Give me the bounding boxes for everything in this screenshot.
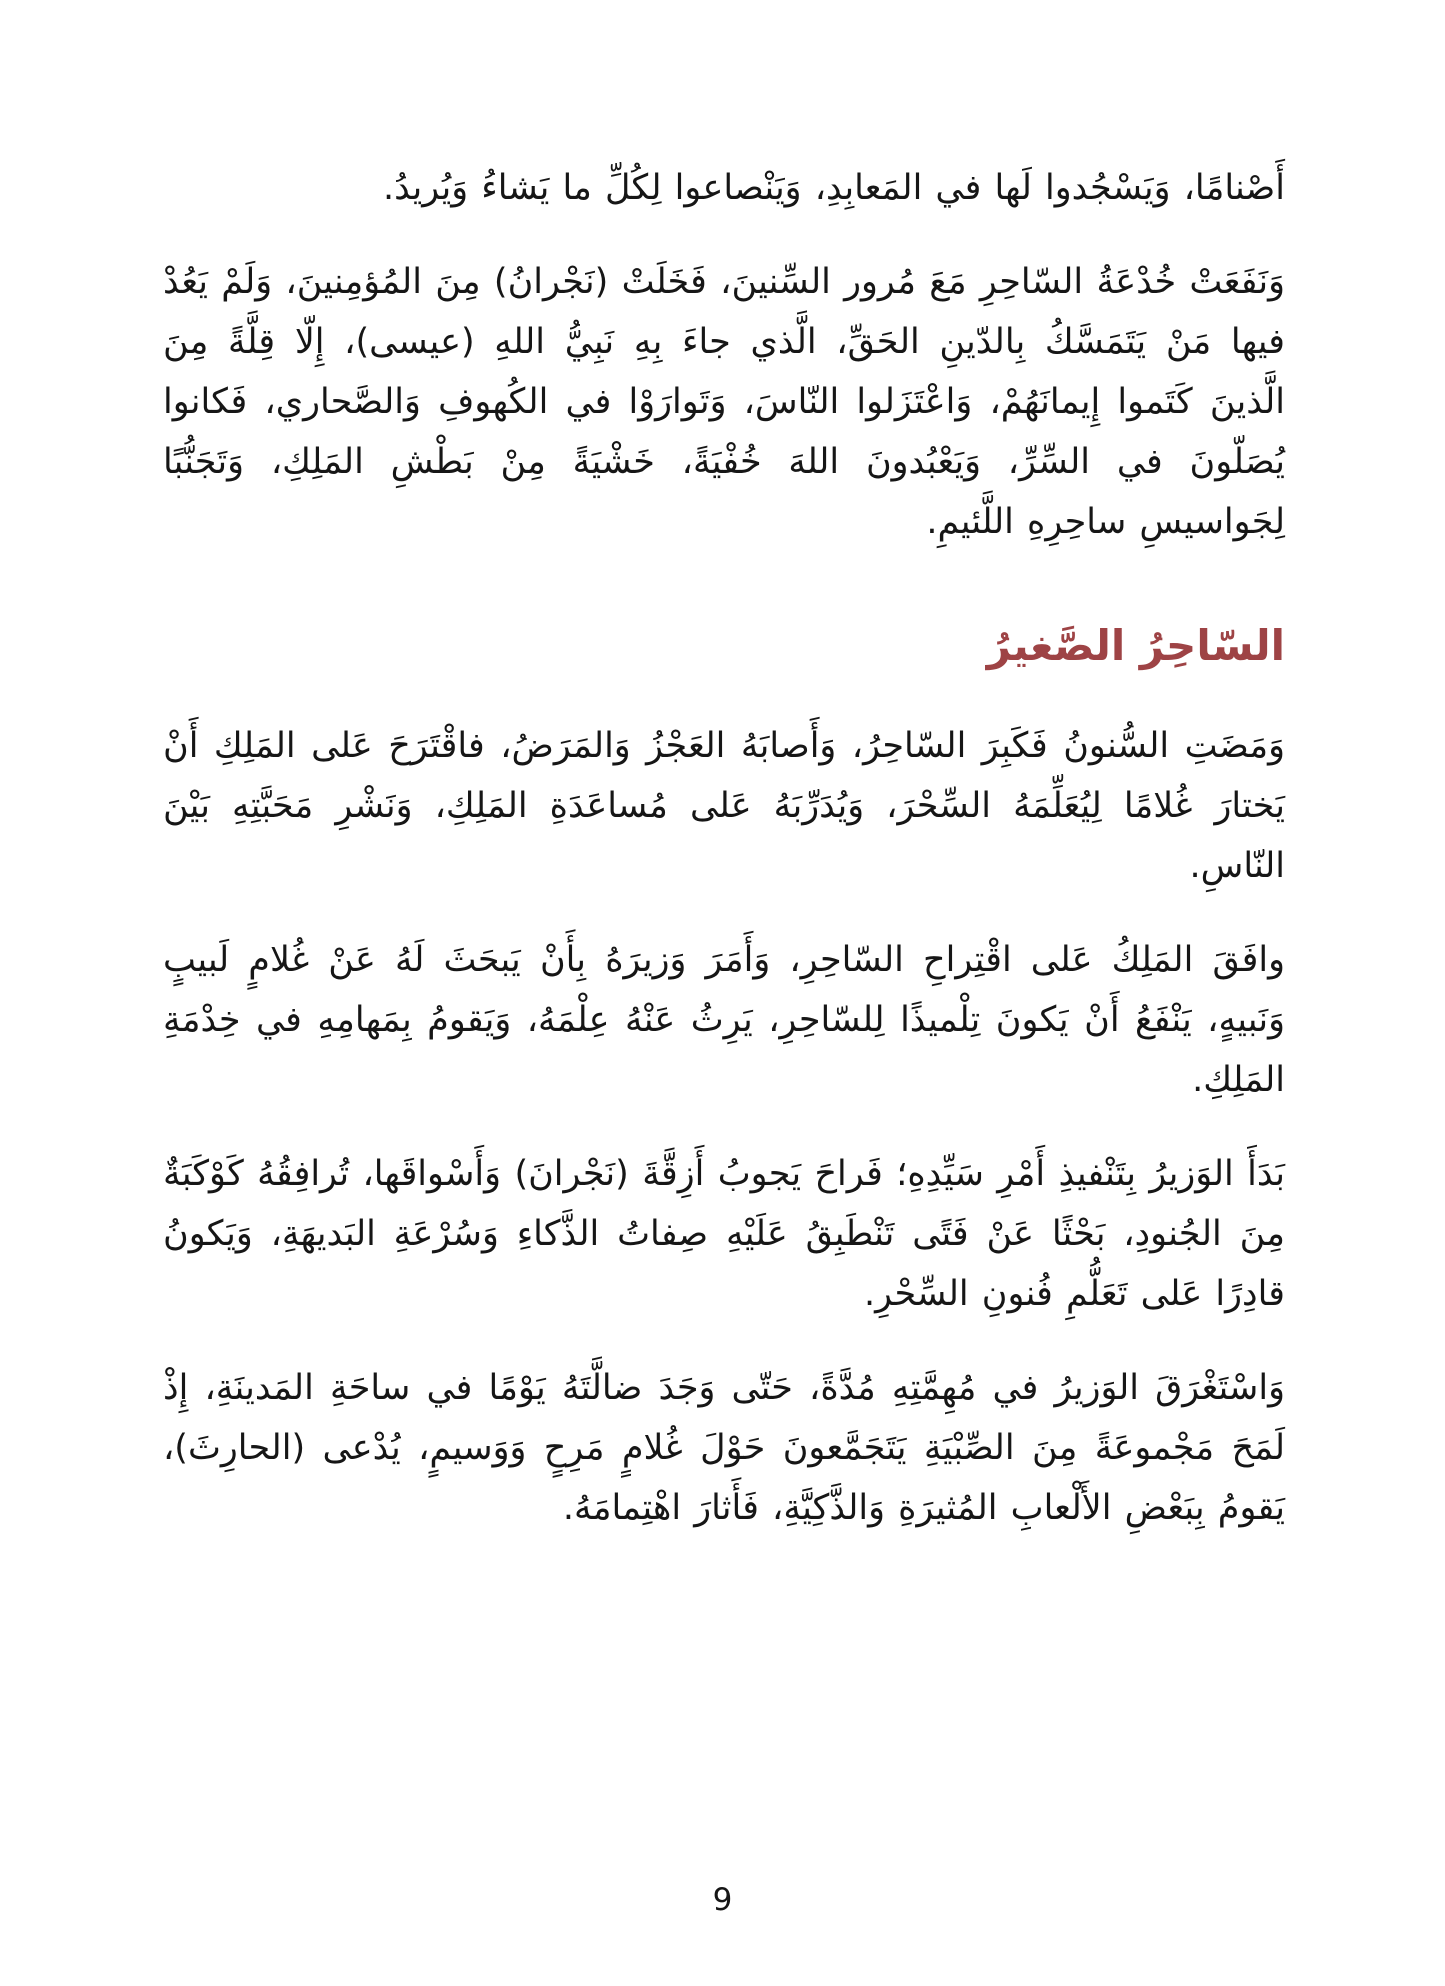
text-block bbox=[163, 158, 1285, 1572]
section-paragraph-3: بَدَأَ الوَزيرُ بِتَنْفيذِ أَمْرِ سَيِّدِهِ؛ فَراحَ يَجوبُ أَزِقَّةَ (نَجْرانَ) وَأَسْواقَها، تُرافِقُهُ كَوْكَبَةٌ مِنَ الجُنودِ، بَحْثًا عَنْ فَتًى تَنْطَبِقُ عَلَيْهِ صِفاتُ الذَّكاءِ وَسُرْعَةِ البَديهَةِ، وَيَكونُ قادِرًا عَلى تَعَلُّمِ فُنونِ السِّحْرِ. bbox=[163, 1154, 1285, 1314]
section-heading: السّاحِرُ الصَّغيرُ bbox=[986, 621, 1285, 670]
intro-paragraph-2: وَنَفَعَتْ خُدْعَةُ السّاحِرِ مَعَ مُرور السِّنينَ، فَخَلَتْ (نَجْرانُ) مِنَ المُؤمِنينَ، وَلَمْ يَعُدْ فيها مَنْ يَتَمَسَّكُ بِالدّينِ الحَقِّ، الَّذي جاءَ بِهِ نَبِيُّ اللهِ (عيسى)، إِلّا قِلَّةً مِنَ الَّذينَ كَتَموا إِيمانَهُمْ، وَاعْتَزَلوا النّاسَ، وَتَوارَوْا في الكُهوفِ وَالصَّحاري، فَكانوا يُصَلّونَ في السِّرِّ، وَيَعْبُدونَ اللهَ خُفْيَةً، خَشْيَةً مِنْ بَطْشِ المَلِكِ، وَتَجَنُّبًا لِجَواسيسِ ساحِرِهِ اللَّئيمِ. bbox=[163, 262, 1285, 542]
section-paragraph-4: وَاسْتَغْرَقَ الوَزيرُ في مُهِمَّتِهِ مُدَّةً، حَتّى وَجَدَ ضالَّتَهُ يَوْمًا في ساحَةِ المَدينَةِ، إِذْ لَمَحَ مَجْموعَةً مِنَ الصِّبْيَةِ يَتَجَمَّعونَ حَوْلَ غُلامٍ مَرِحٍ وَوَسيمٍ، يُدْعى (الحارِثَ)، يَقومُ بِبَعْضِ الأَلْعابِ المُثيرَةِ وَالذَّكِيَّةِ، فَأَثارَ اهْتِمامَهُ. bbox=[163, 1368, 1285, 1528]
intro-paragraph-1: أَصْنامًا، وَيَسْجُدوا لَها في المَعابِدِ، وَيَنْصاعوا لِكُلِّ ما يَشاءُ وَيُريدُ. bbox=[382, 168, 1285, 208]
page-number: 9 bbox=[712, 1882, 733, 1918]
page-footer bbox=[0, 1882, 1445, 1918]
section-paragraph-2: وافَقَ المَلِكُ عَلى اقْتِراحِ السّاحِرِ، وَأَمَرَ وَزيرَهُ بِأَنْ يَبحَثَ لَهُ عَنْ غُلامٍ لَبيبٍ وَنَبيهٍ، يَنْفَعُ أَنْ يَكونَ تِلْميذًا لِلسّاحِرِ، يَرِثُ عَنْهُ عِلْمَهُ، وَيَقومُ بِمَهامِهِ في خِدْمَةِ المَلِكِ. bbox=[163, 940, 1285, 1100]
section-paragraph-1: وَمَضَتِ السُّنونُ فَكَبِرَ السّاحِرُ، وَأَصابَهُ العَجْزُ وَالمَرَضُ، فاقْتَرَحَ عَلى المَلِكِ أَنْ يَختارَ غُلامًا لِيُعَلِّمَهُ السِّحْرَ، وَيُدَرِّبَهُ عَلى مُساعَدَةِ المَلِكِ، وَنَشْرِ مَحَبَّتِهِ بَيْنَ النّاسِ. bbox=[163, 726, 1285, 886]
